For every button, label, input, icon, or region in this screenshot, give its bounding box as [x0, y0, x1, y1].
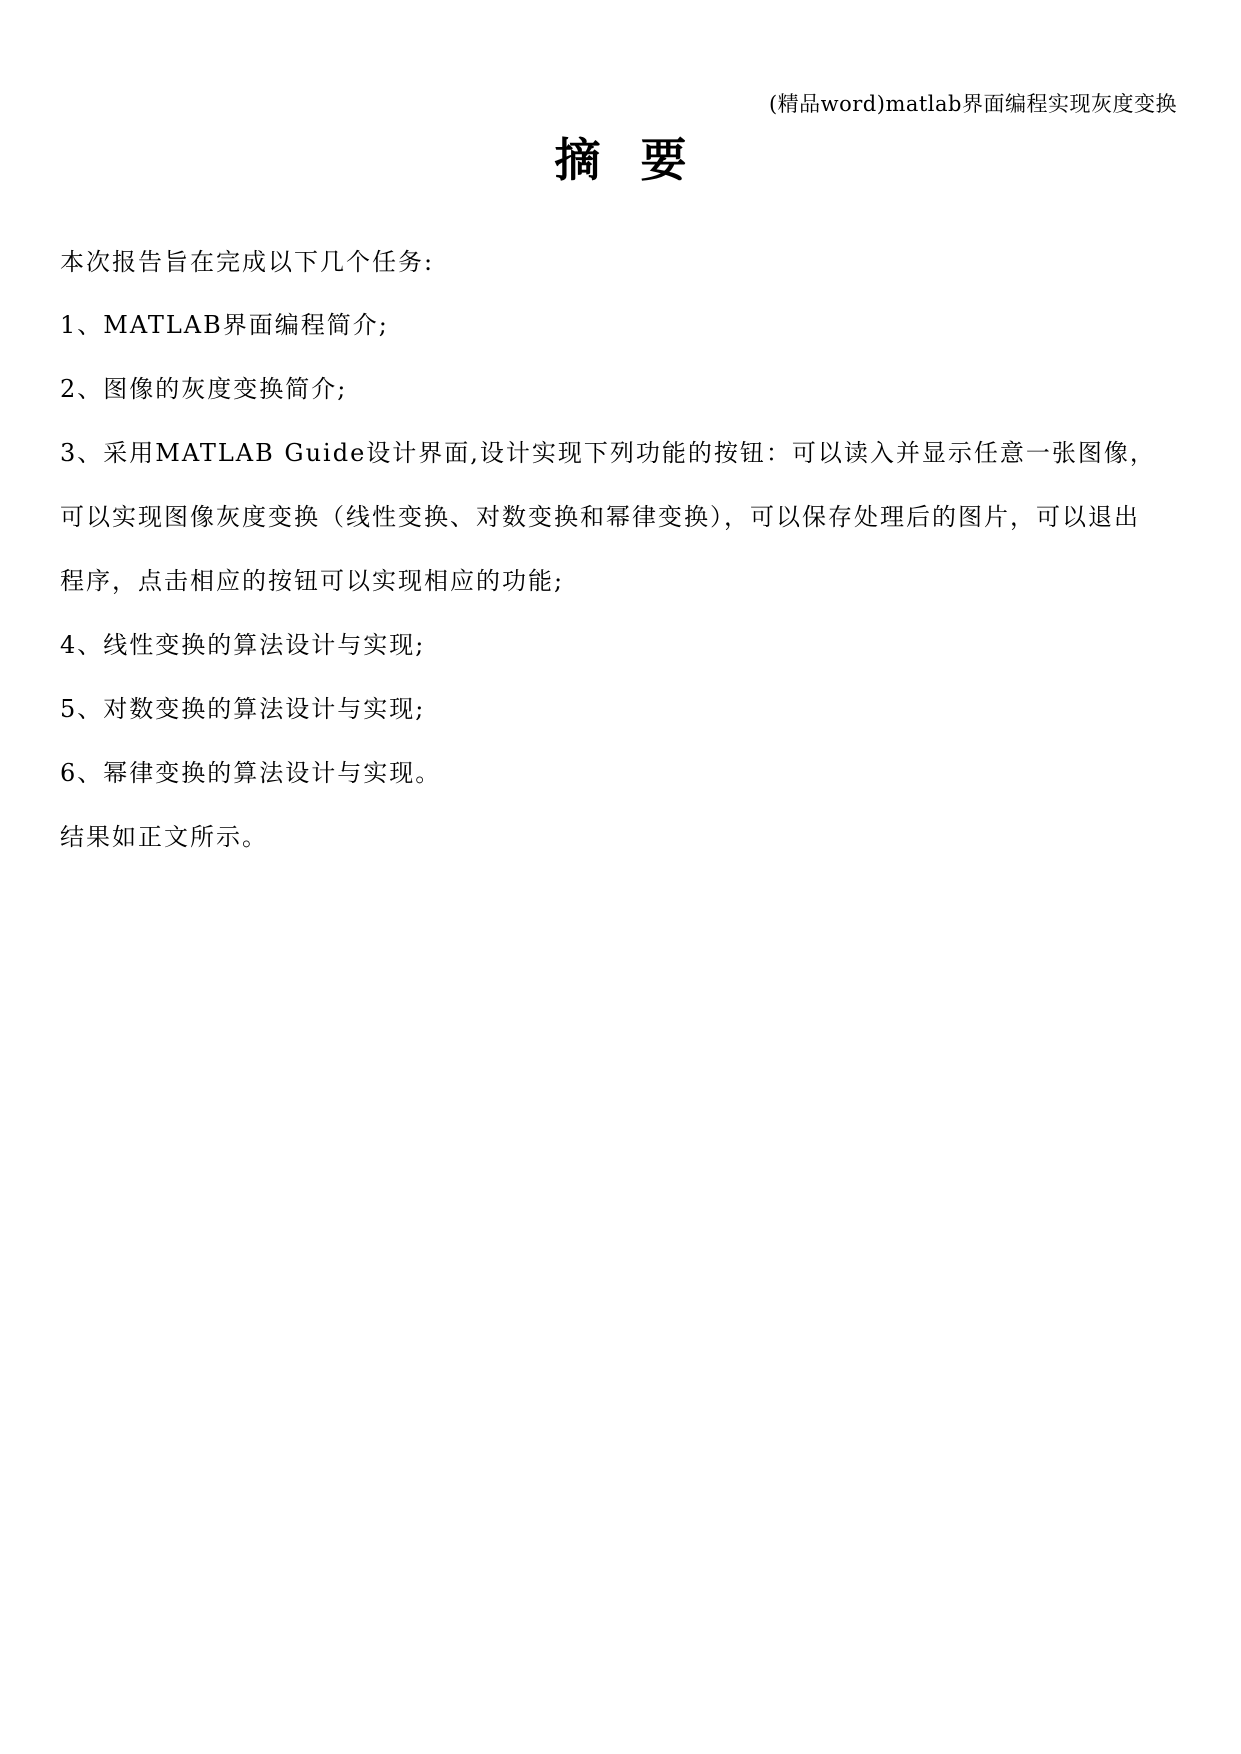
running-header: (精品word)matlab界面编程实现灰度变换	[768, 92, 1177, 116]
list-item-continuation: 可以实现图像灰度变换（线性变换、对数变换和幂律变换），可以保存处理后的图片，可以退出	[60, 503, 1140, 531]
list-item: 1、MATLAB界面编程简介;	[60, 311, 389, 339]
list-item: 5、对数变换的算法设计与实现;	[60, 695, 426, 723]
list-item-continuation: 程序，点击相应的按钮可以实现相应的功能;	[60, 567, 565, 595]
list-item: 4、线性变换的算法设计与实现;	[60, 631, 426, 659]
page-title: 摘要	[554, 133, 727, 187]
list-item: 6、幂律变换的算法设计与实现。	[60, 759, 442, 787]
conclusion-paragraph: 结果如正文所示。	[60, 823, 268, 851]
list-item: 2、图像的灰度变换简介;	[60, 375, 348, 403]
list-item: 3、采用MATLAB Guide设计界面,设计实现下列功能的按钮：可以读入并显示任意一张图像，	[60, 439, 1156, 467]
intro-paragraph: 本次报告旨在完成以下几个任务:	[60, 248, 435, 276]
